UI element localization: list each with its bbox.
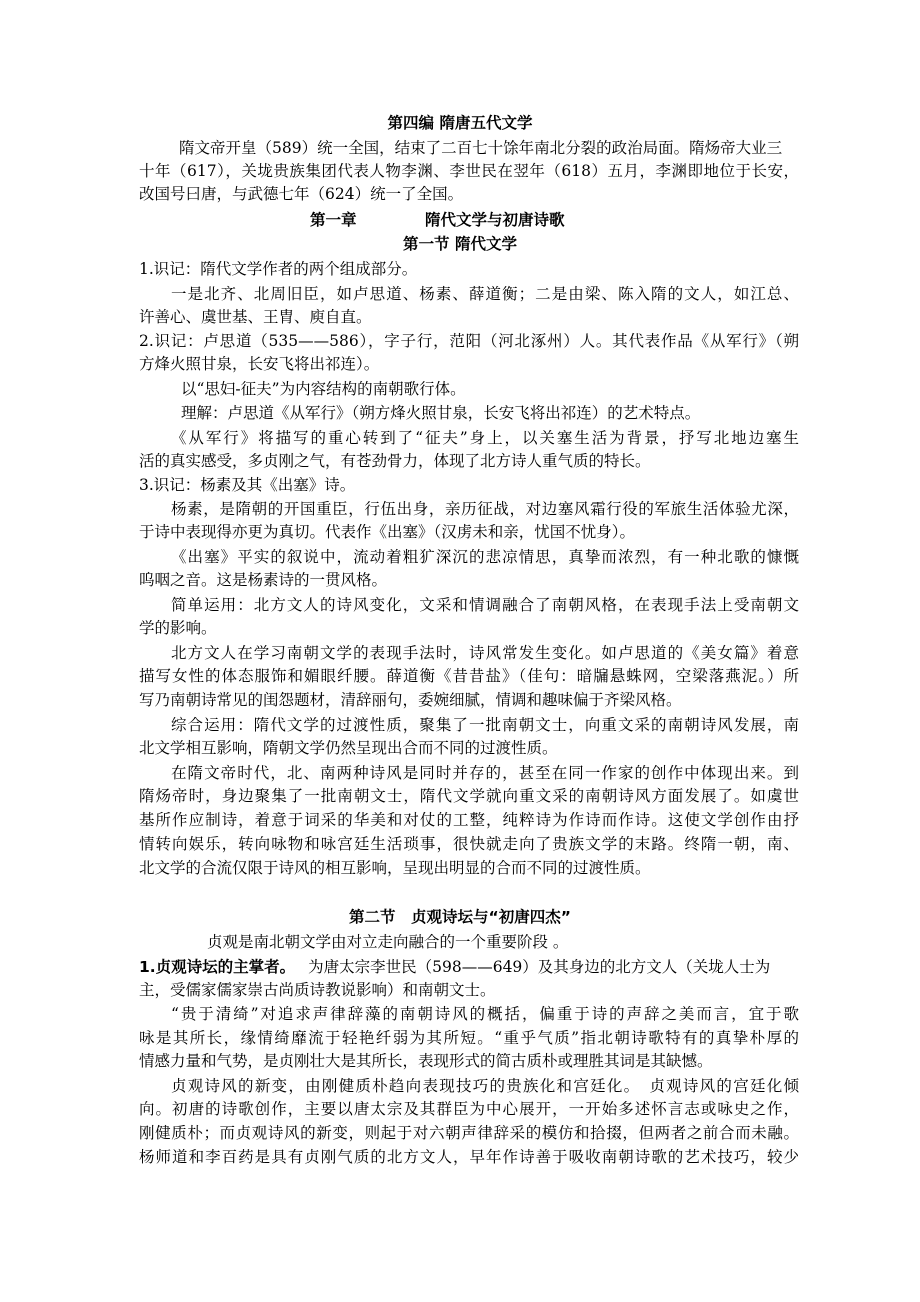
paragraph-line: 咏是其所长，缘情绮靡流于轻艳纤弱为其所短。“重乎气质”指北朝诗歌特有的真挚朴厚的 — [139, 1029, 799, 1047]
paragraph-line: 活的真实感受，多贞刚之气，有苍劲骨力，体现了北方诗人重气质的特长。 — [139, 452, 651, 470]
paragraph-line: 《从军行》将描写的重心转到了“征夫”身上，以关塞生活为背景，抒写北地边塞生 — [171, 429, 799, 447]
paragraph-line: 北方文人在学习南朝文学的表现手法时，诗风常发生变化。如卢思道的《美女篇》着意 — [171, 644, 799, 662]
paragraph-line: 许善心、虞世基、王胄、庾自直。 — [139, 308, 372, 326]
subheading-text: 为唐太宗李世民（598——649）及其身边的北方文人（关垅人士为 — [308, 958, 771, 976]
paragraph-line: 在隋文帝时代，北、南两种诗风是同时并存的，甚至在同一作家的创作中体现出来。到 — [171, 764, 799, 782]
chapter-number: 第一章 — [310, 211, 357, 229]
paragraph-line: 情转向娱乐，转向咏物和咏宫廷生活琐事，很快就走向了贵族文学的末路。终隋一朝，南、 — [139, 835, 799, 853]
subheading: 1.贞观诗坛的主掌者。 — [139, 958, 296, 976]
paragraph-line: 北文学的合流仅限于诗风的相互影响，呈现出明显的合而不同的过渡性质。 — [139, 859, 651, 877]
paragraph-line: 一是北齐、北周旧臣，如卢思道、杨素、薛道衡；二是由梁、陈入隋的文人，如江总、 — [171, 285, 799, 303]
paragraph-line: 呜咽之音。这是杨素诗的一贯风格。 — [139, 571, 388, 589]
intro-line: 隋文帝开皇（589）统一全国，结束了二百七十馀年南北分裂的政治局面。隋炀帝大业三 — [179, 139, 783, 157]
paragraph-line: 杨师道和李百药是具有贞刚气质的北方文人，早年作诗善于吸收南朝诗歌的艺术技巧，较少 — [139, 1148, 799, 1166]
paragraph-line: 综合运用：隋代文学的过渡性质，聚集了一批南朝文士，向重文采的南朝诗风发展，南 — [171, 716, 799, 734]
paragraph-line: 描写女性的体态服饰和媚眼纤腰。薛道衡《昔昔盐》（佳句：暗牖悬蛛网，空梁落燕泥。）所 — [139, 667, 799, 685]
paragraph-line: 北文学相互影响，隋朝文学仍然呈现出合而不同的过渡性质。 — [139, 739, 558, 757]
paragraph-line: 1.识记：隋代文学作者的两个组成部分。 — [139, 260, 418, 278]
paragraph-line: “贵于清绮”对追求声律辞藻的南朝诗风的概括，偏重于诗的声辞之美而言，宜于歌 — [171, 1005, 799, 1023]
paragraph-line: 于诗中表现得亦更为真切。代表作《出塞》（汉虏未和亲，忧国不忧身）。 — [139, 523, 636, 541]
section-title: 第一节 隋代文学 — [403, 235, 517, 253]
paragraph-line: 贞观诗风的新变，由刚健质朴趋向表现技巧的贵族化和宫廷化。 贞观诗风的宫廷化倾 — [171, 1077, 799, 1095]
paragraph-line: 写乃南朝诗常见的闺怨题材，清辞丽句，委婉细腻，情调和趣味偏于齐梁风格。 — [139, 691, 682, 709]
paragraph-line: 方烽火照甘泉，长安飞将出祁连）。 — [139, 355, 380, 373]
section-title: 第二节 贞观诗坛与“初唐四杰” — [349, 908, 571, 926]
paragraph-line: 隋炀帝时，身边聚集了一批南朝文士，隋代文学就向重文采的南朝诗风方面发展了。如虞世 — [139, 787, 799, 805]
paragraph-line: 《出塞》平实的叙说中，流动着粗犷深沉的悲凉情思，真挚而浓烈，有一种北歌的慷慨 — [171, 548, 799, 566]
paragraph-line: 以“思妇-征夫”为内容结构的南朝歌行体。 — [181, 380, 466, 398]
paragraph-line — [139, 956, 799, 979]
paragraph-line: 杨素，是隋朝的开国重臣，行伍出身，亲历征战，对边塞风霜行役的军旅生活体验尤深， — [171, 500, 799, 518]
paragraph-line: 基所作应制诗，着意于词采的华美和对仗的工整，纯粹诗为作诗而作诗。这使文学创作由抒 — [139, 811, 799, 829]
paragraph-line: 学的影响。 — [139, 619, 217, 637]
paragraph-line: 主，受儒家儒家崇古尚质诗教说影响）和南朝文士。 — [139, 981, 496, 999]
paragraph-line: 情感力量和气势，是贞刚壮大是其所长，表现形式的简古质朴或理胜其词是其缺憾。 — [139, 1052, 713, 1070]
paragraph-line: 向。初唐的诗歌创作，主要以唐太宗及其群臣为中心展开，一开始多述怀言志或咏史之作， — [139, 1100, 799, 1118]
paragraph-line: 2.识记：卢思道（535——586），字子行，范阳（河北涿州）人。其代表作品《从军行》（朔 — [139, 332, 799, 350]
paragraph-line: 刚健质朴；而贞观诗风的新变，则起于对六朝声律辞采的模仿和拾掇，但两者之前合而未融。 — [139, 1124, 799, 1142]
paragraph-line: 3.识记：杨素及其《出塞》诗。 — [139, 476, 356, 494]
chapter-title: 隋代文学与初唐诗歌 — [425, 211, 565, 229]
intro-line: 改国号曰唐，与武德七年（624）统一了全国。 — [139, 185, 464, 203]
paragraph-line: 简单运用：北方文人的诗风变化，文采和情调融合了南朝风格，在表现手法上受南朝文 — [171, 596, 799, 614]
paragraph-line: 理解：卢思道《从军行》（朔方烽火照甘泉，长安飞将出祁连）的艺术特点。 — [181, 404, 701, 422]
intro-line: 十年（617），关垅贵族集团代表人物李渊、李世民在翌年（618）五月，李渊即地位于长安， — [139, 162, 799, 180]
part-title: 第四编 隋唐五代文学 — [387, 114, 533, 132]
paragraph-line: 贞观是南北朝文学由对立走向融合的一个重要阶段 。 — [207, 933, 569, 951]
